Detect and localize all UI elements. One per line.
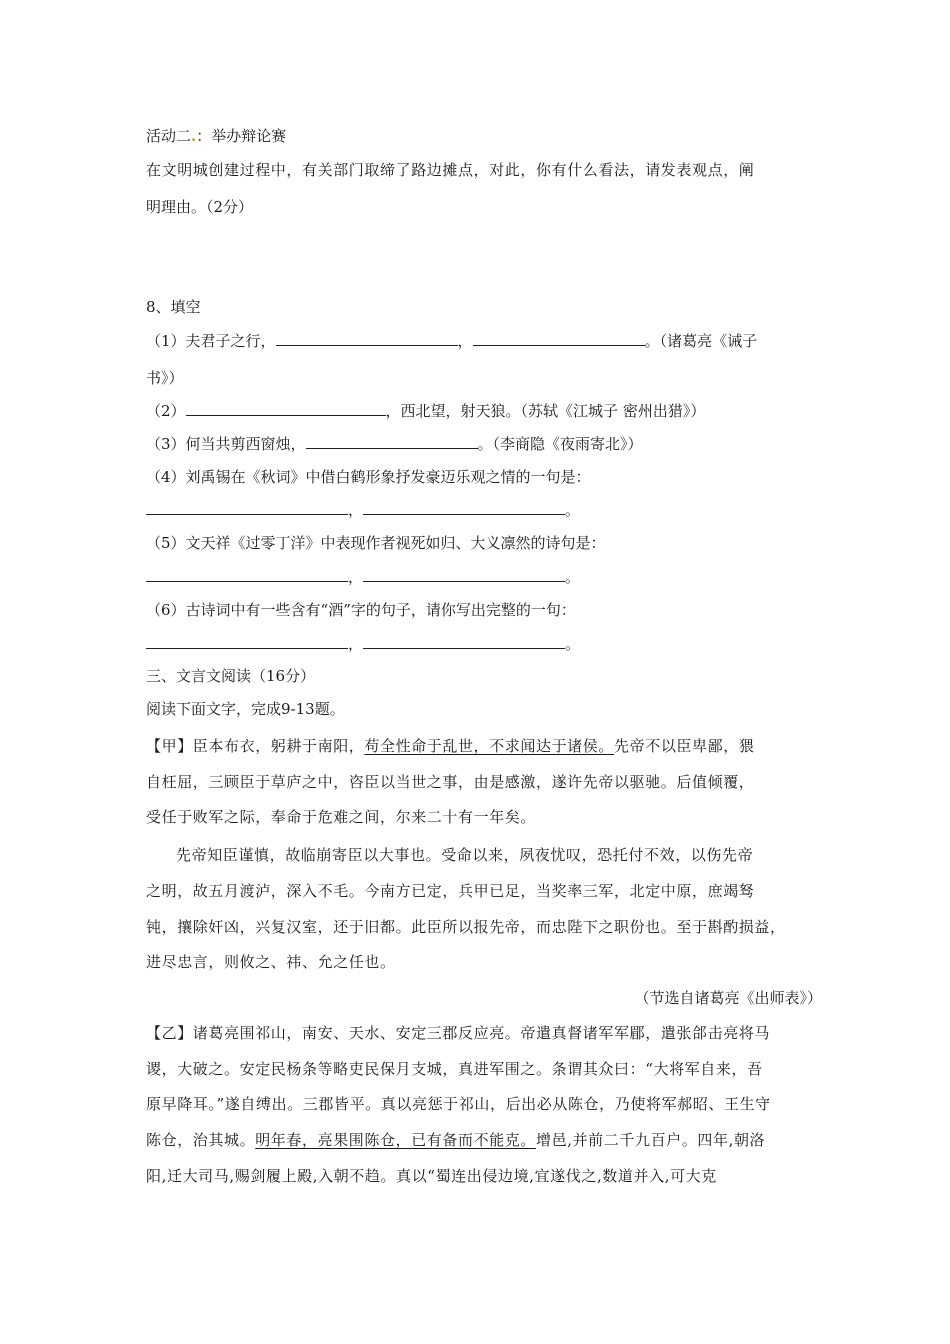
answer-blank[interactable] xyxy=(146,567,348,582)
activity2-title: 活动二.：举办辩论赛 xyxy=(146,127,287,145)
jia-p2-line2: 之明，故五月渡泸，深入不毛。今南方已定，兵甲已足，当奖率三军，北定中原，庶竭驽 xyxy=(146,882,755,900)
jia-p2-line4: 进尽忠言，则攸之、祎、允之任也。 xyxy=(146,953,396,971)
answer-blank[interactable] xyxy=(473,331,645,346)
jia-p1-line1: 【甲】臣本布衣，躬耕于南阳，苟全性命于乱世，不求闻达于诸侯。先帝不以臣卑鄙，猥 xyxy=(146,737,755,755)
q8-item4: （4）刘禹锡在《秋词》中借白鹤形象抒发豪迈乐观之情的一句是： xyxy=(146,468,591,486)
q8-item6: （6）古诗词中有一些含有“酒”字的句子，请你写出完整的一句： xyxy=(146,601,576,619)
answer-blank[interactable] xyxy=(146,500,348,515)
q8-item2: （2） ，西北望，射天狼。（苏轼《江城子 密州出猎》） xyxy=(146,402,706,420)
underlined-sentence: 明年春，亮果围陈仓，已有备而不能克。 xyxy=(255,1131,537,1149)
answer-blank[interactable] xyxy=(186,401,386,416)
jia-p2-line3: 钝，攘除奸凶，兴复汉室，还于旧都。此臣所以报先帝，而忠陛下之职份也。至于斟酌损益， xyxy=(146,918,786,936)
yi-line3: 原早降耳。”遂自缚出。三郡皆平。真以亮惩于祁山，后出必从陈仓，乃使将军郝昭、王生守 xyxy=(146,1095,771,1113)
yi-line2: 谡，大破之。安定民杨条等略吏民保月支城，真进军围之。条谓其众曰：“大将军自来，吾 xyxy=(146,1060,763,1078)
section3-title: 三、文言文阅读（16分） xyxy=(146,667,316,685)
section3-instruction: 阅读下面文字，完成9-13题。 xyxy=(146,700,345,718)
answer-blank[interactable] xyxy=(363,634,565,649)
activity2-prompt-line1: 在文明城创建过程中，有关部门取缔了路边摊点，对此，你有什么看法，请发表观点，阐 xyxy=(146,161,755,179)
yi-line4: 陈仓，治其城。明年春，亮果围陈仓，已有备而不能克。增邑,并前二千九百户。四年,朝洛 xyxy=(146,1131,766,1149)
answer-blank[interactable] xyxy=(363,567,565,582)
q8-item3: （3）何当共剪西窗烛， 。（李商隐《夜雨寄北》） xyxy=(146,435,643,453)
q8-title: 8、填空 xyxy=(146,298,201,316)
q8-item1: （1）夫君子之行， ， 。（诸葛亮《诫子 xyxy=(146,332,758,350)
jia-p1-line3: 受任于败军之际，奉命于危难之间，尔来二十有一年矣。 xyxy=(146,808,537,826)
underlined-sentence: 苟全性命于乱世，不求闻达于诸侯。 xyxy=(364,737,615,755)
jia-p2-line1: 先帝知臣谨慎，故临崩寄臣以大事也。受命以来，夙夜忧叹，恐托付不效，以伤先帝 xyxy=(176,846,754,864)
q8-item4-answer: ， 。 xyxy=(146,500,580,520)
activity2-prompt-line2: 明理由。（2分） xyxy=(146,198,254,216)
answer-blank[interactable] xyxy=(146,634,348,649)
q8-item5-answer: ， 。 xyxy=(146,567,580,587)
answer-blank[interactable] xyxy=(363,500,565,515)
yi-line5: 阳,迁大司马,赐剑履上殿,入朝不趋。真以“蜀连出侵边境,宜遂伐之,数道并入,可大克 xyxy=(146,1167,717,1185)
jia-p1-line2: 自枉屈，三顾臣于草庐之中，咨臣以当世之事，由是感激，遂许先帝以驱驰。后值倾覆， xyxy=(146,773,755,791)
q8-item6-answer: ， 。 xyxy=(146,634,580,654)
answer-blank[interactable] xyxy=(276,331,458,346)
q8-item5: （5）文天祥《过零丁洋》中表现作者视死如归、大义凛然的诗句是： xyxy=(146,534,606,552)
yi-line1: 【乙】诸葛亮围祁山，南安、天水、安定三郡反应亮。帝遣真督诸军军郿，遣张郃击亮将马 xyxy=(146,1024,771,1042)
answer-blank[interactable] xyxy=(306,434,478,449)
jia-source: （节选自诸葛亮《出师表》） xyxy=(634,989,822,1007)
q8-item1-cont: 书》） xyxy=(146,369,184,387)
